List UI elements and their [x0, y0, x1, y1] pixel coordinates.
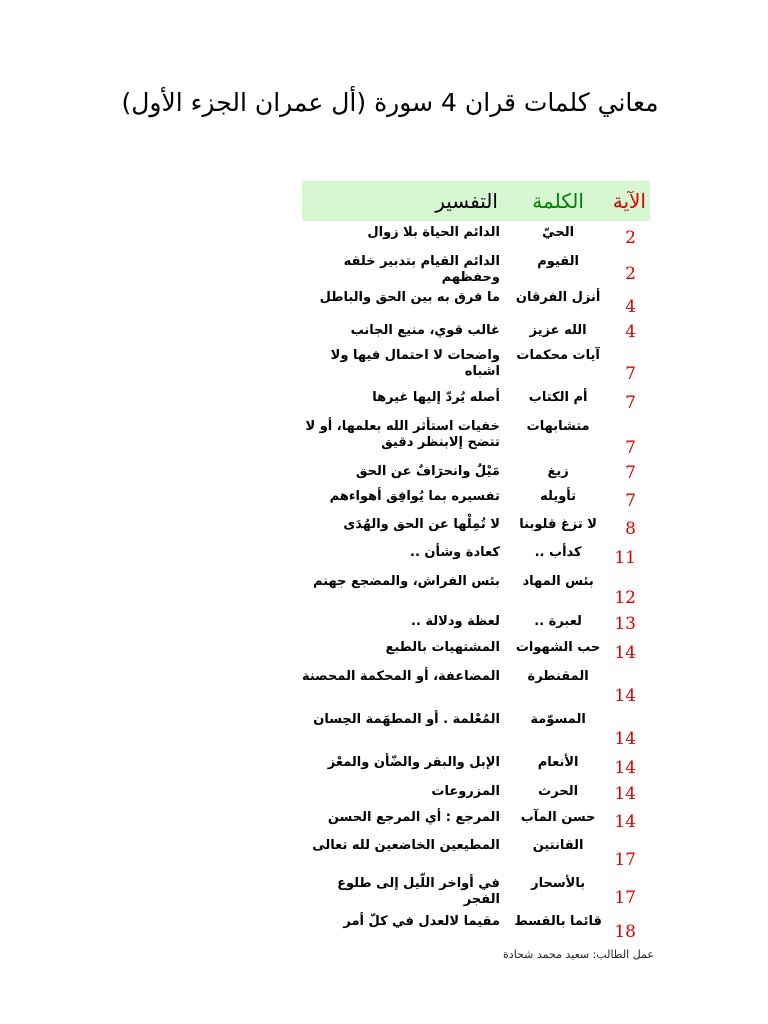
table-row — [302, 751, 650, 780]
tafsir-cell: المُعْلمة . أو المطهَمة الحِسان — [313, 712, 500, 727]
table-row — [302, 415, 650, 460]
tafsir-cell: في أواخر اللّيل إلى طلوع الفجر — [337, 876, 500, 907]
table-row — [302, 708, 650, 751]
word-cell: القيوم — [537, 254, 579, 269]
header-tafsir: التفسير — [302, 181, 510, 221]
tafsir-cell: الدائم الحياة بلا زوال — [367, 225, 500, 240]
page-title: معاني كلمات قران 4 سورة (أل عمران الجزء الأول) — [121, 88, 659, 117]
tafsir-cell: ما فرق به بين الحق والباطل — [319, 290, 500, 305]
tafsir-cell: واضحات لا احتمال فيها ولا اشباه — [330, 348, 500, 379]
table-row — [302, 250, 650, 286]
ayah-cell: 7 — [625, 364, 636, 384]
word-cell: متشابهات — [526, 419, 590, 434]
tafsir-cell: المطيعين الخاضعين لله تعالى — [312, 838, 500, 853]
tafsir-cell: المضاعفة، أو المحكمة المحصنة — [301, 669, 500, 684]
word-cell: كدأب .. — [534, 545, 582, 560]
ayah-cell: 4 — [625, 297, 636, 317]
ayah-cell: 14 — [614, 729, 636, 749]
ayah-cell: 17 — [614, 850, 636, 870]
ayah-cell: 7 — [625, 393, 636, 413]
word-cell: الأنعام — [537, 755, 579, 770]
table-row — [302, 319, 650, 344]
word-cell: الحرث — [538, 784, 579, 799]
ayah-cell: 14 — [614, 643, 636, 663]
tafsir-cell: مَيْلٌ وانحرَافٌ عن الحق — [355, 464, 500, 479]
table-row — [302, 610, 650, 636]
table-row — [302, 872, 650, 910]
table-row — [302, 344, 650, 386]
word-cell: لا تزغ قلوبنا — [519, 517, 597, 532]
word-cell: زيغ — [547, 464, 569, 479]
tafsir-cell: لعظة ودلالة .. — [411, 614, 500, 629]
table-row — [302, 636, 650, 665]
tafsir-cell: خفيات استأثر الله بعلمها، أو لا تتضح إلابنظر دقيق — [305, 419, 500, 450]
word-cell: المقنطرة — [527, 669, 589, 684]
tafsir-cell: بئس الفراش، والمضجع جهنم — [313, 574, 500, 589]
table-row — [302, 665, 650, 708]
table-row — [302, 834, 650, 872]
table-row — [302, 386, 650, 415]
header-word: الكلمة — [510, 181, 606, 221]
table-row — [302, 485, 650, 513]
word-cell: أم الكتاب — [528, 390, 588, 405]
ayah-cell: 8 — [625, 519, 636, 539]
tafsir-cell: الدائم القيام بتدبير خلقه وحفظهم — [343, 254, 500, 285]
word-cell: الحيّ — [542, 225, 575, 240]
ayah-cell: 14 — [614, 686, 636, 706]
tafsir-cell: أصله يُردّ إليها غيرها — [372, 390, 500, 405]
table-row — [302, 221, 650, 250]
tafsir-cell: مقيما لالعدل في كلّ أمر — [343, 914, 500, 929]
word-cell: أنزل الفرقان — [515, 290, 601, 305]
ayah-cell: 17 — [614, 888, 636, 908]
table-row — [302, 780, 650, 806]
table-row — [302, 806, 650, 834]
ayah-cell: 4 — [625, 322, 636, 342]
vocabulary-table — [302, 181, 650, 944]
word-cell: لعبرة .. — [534, 614, 582, 629]
word-cell: بئس المهاد — [522, 574, 594, 589]
ayah-cell: 14 — [614, 784, 636, 804]
tafsir-cell: كعادة وشأن .. — [410, 545, 500, 560]
table-header-row — [302, 181, 650, 221]
table-row — [302, 286, 650, 319]
ayah-cell: 14 — [614, 812, 636, 832]
table-row — [302, 513, 650, 541]
table-body — [302, 221, 650, 944]
ayah-cell: 7 — [625, 491, 636, 511]
tafsir-cell: المشتهيات بالطبع — [385, 640, 500, 655]
word-cell: بالأسحار — [531, 876, 586, 891]
ayah-cell: 14 — [614, 758, 636, 778]
ayah-cell: 7 — [625, 463, 636, 483]
word-cell: آيات محكمات — [516, 348, 600, 363]
ayah-cell: 11 — [614, 548, 636, 568]
word-cell: قائما بالقسط — [514, 914, 602, 929]
tafsir-cell: الإبل والبقر والضّأن والمعْز — [327, 755, 500, 770]
word-cell: حب الشهوات — [515, 640, 601, 655]
footer-author: عمل الطالب: سعيد محمد شحادة — [503, 948, 654, 961]
table-row — [302, 541, 650, 570]
tafsir-cell: لا تُمِلْها عن الحق والهُدَى — [343, 517, 500, 532]
tafsir-cell: غالب قوي، منيع الجانب — [350, 323, 500, 338]
word-cell: تأويله — [540, 489, 577, 504]
ayah-cell: 2 — [625, 264, 636, 284]
table-row — [302, 460, 650, 485]
ayah-cell: 2 — [625, 228, 636, 248]
ayah-cell: 12 — [614, 588, 636, 608]
tafsir-cell: تفسيره بما يُوافِق أهواءهم — [329, 489, 500, 504]
table-row — [302, 910, 650, 944]
ayah-cell: 13 — [614, 614, 636, 634]
word-cell: الله عزيز — [529, 323, 587, 338]
header-ayah: الآية — [606, 181, 650, 221]
word-cell: حسن المآب — [520, 810, 596, 825]
word-cell: القانتين — [532, 838, 584, 853]
tafsir-cell: المزروعات — [431, 784, 500, 799]
word-cell: المسوّمة — [530, 712, 586, 727]
table-row — [302, 570, 650, 610]
ayah-cell: 18 — [614, 922, 636, 942]
ayah-cell: 7 — [625, 438, 636, 458]
tafsir-cell: المرجع : أي المرجع الحسن — [327, 810, 500, 825]
